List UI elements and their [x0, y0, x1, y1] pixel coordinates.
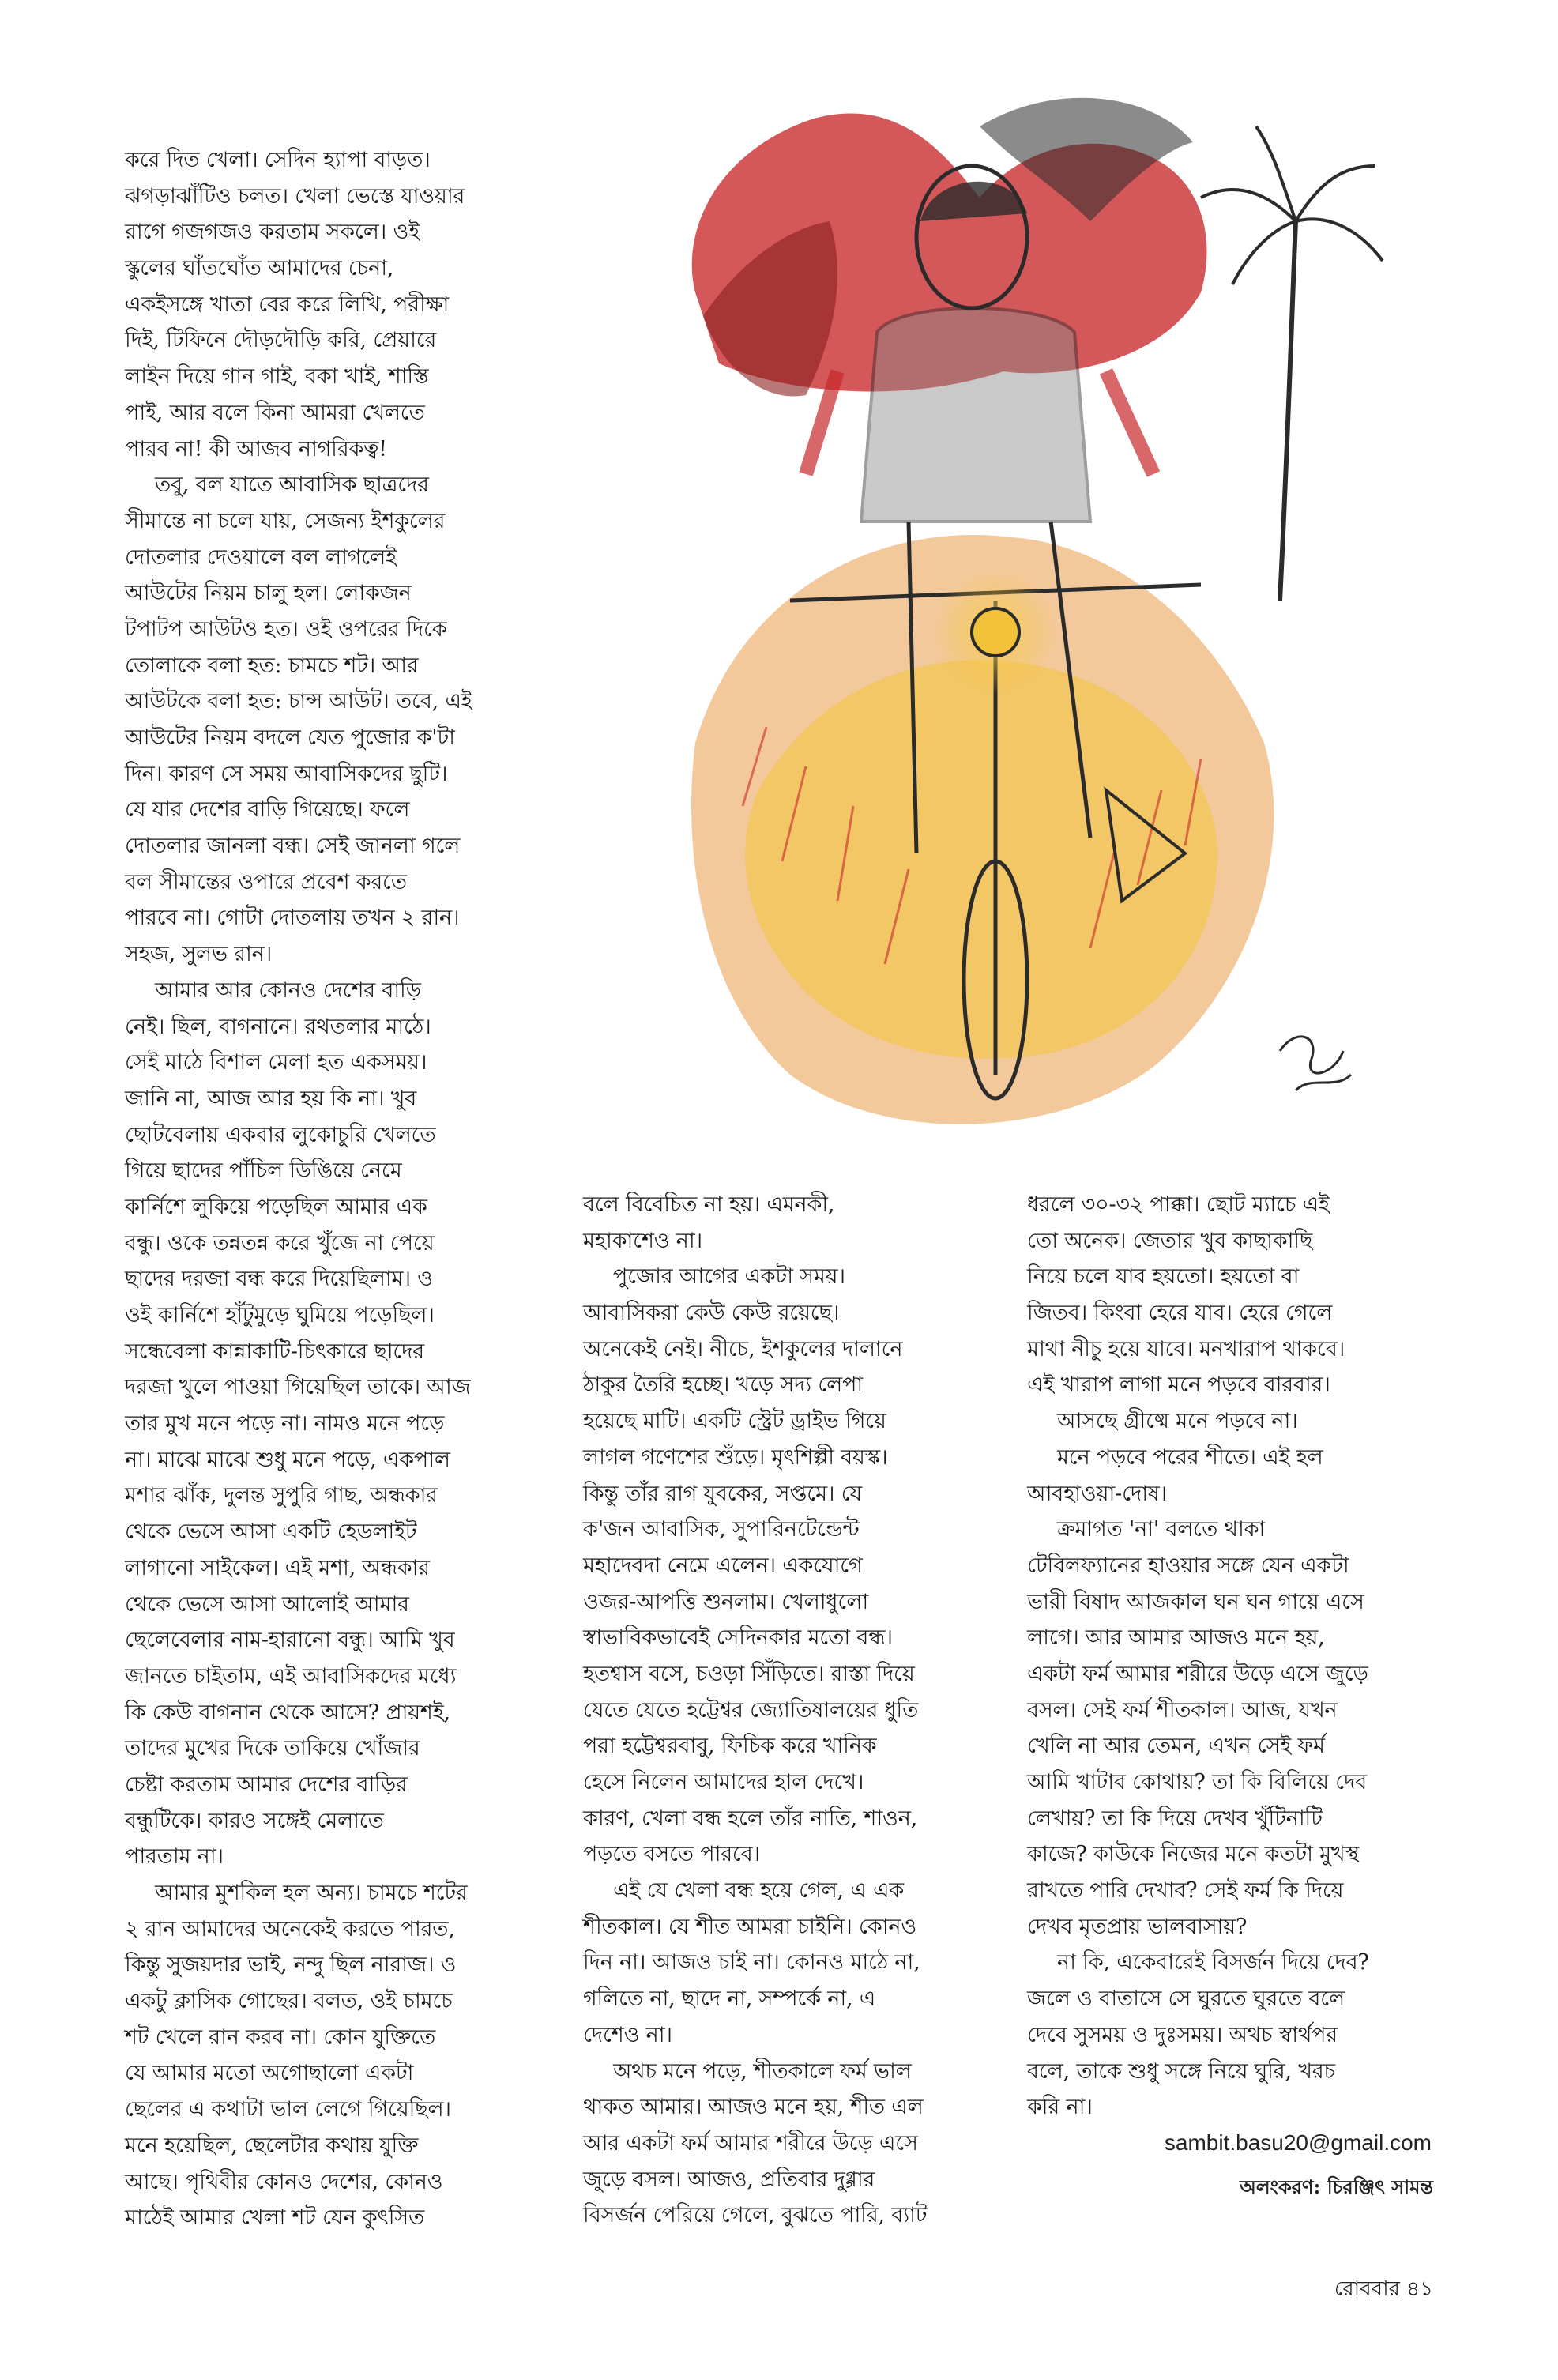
text-line: যেতে যেতে হট্টেশ্বর জ্যোতিষালয়ের ধুতি [583, 1697, 919, 1723]
text-line: ভারী বিষাদ আজকাল ঘন ঘন গায়ে এসে [1027, 1589, 1364, 1614]
text-line: ২ রান আমাদের অনেকেই করতে পারত, [125, 1916, 455, 1941]
text-line: খেলি না আর তেমন, এখন সেই ফর্ম [1027, 1734, 1325, 1759]
text-line: টপাটপ আউটও হত। ওই ওপরের দিকে [125, 616, 447, 642]
text-line: আবহাওয়া-দোষ। [1027, 1481, 1167, 1506]
artist-signature [1280, 1037, 1351, 1090]
text-line: একটা ফর্ম আমার শরীরে উড়ে এসে জুড়ে [1027, 1661, 1368, 1686]
text-line: কি কেউ বাগনান থেকে আসে? প্রায়শই, [125, 1700, 450, 1725]
text-line: সেই মাঠে বিশাল মেলা হত একসময়। [125, 1050, 427, 1075]
text-line: না। মাঝে মাঝে শুধু মনে পড়ে, একপাল [125, 1447, 450, 1472]
text-line: দেখব মৃতপ্রায় ভালবাসায়? [1027, 1914, 1248, 1939]
text-line: ছেলের এ কথাটা ভাল লেগে গিয়েছিল। [125, 2097, 451, 2122]
text-line: গিয়ে ছাদের পাঁচিল ডিঙিয়ে নেমে [125, 1158, 402, 1184]
text-line: আউটের নিয়ম চালু হল। লোকজন [125, 581, 412, 606]
palm-tree [1201, 126, 1383, 601]
text-line: আমার আর কোনও দেশের বাড়ি [155, 977, 421, 1003]
text-line: তো অনেক। জেতার খুব কাছাকাছি [1027, 1228, 1313, 1253]
grass-yellow [745, 660, 1217, 1059]
text-line: করি না। [1027, 2095, 1093, 2120]
text-line: কিন্তু তাঁর রাগ যুবকের, সপ্তমে। যে [583, 1481, 863, 1506]
text-line: দোতলার জানলা বন্ধ। সেই জানলা গলে [125, 834, 461, 859]
text-line: জুড়ে বসল। আজও, প্রতিবার দুগ্গার [583, 2167, 875, 2192]
text-line: থেকে ভেসে আসা একটি হেডলাইট [125, 1520, 417, 1545]
text-line: ছাদের দরজা বন্ধ করে দিয়েছিলাম। ও [125, 1267, 433, 1292]
article-column-3 [1027, 1187, 1485, 2126]
text-line: দরজা খুলে পাওয়া গিয়েছিল তাকে। আজ [125, 1375, 471, 1400]
text-line: পারতাম না। [125, 1844, 224, 1870]
text-line: মনে হয়েছিল, ছেলেটার কথায় যুক্তি [125, 2133, 419, 2158]
text-line: জানতে চাইতাম, এই আবাসিকদের মধ্যে [125, 1663, 457, 1689]
text-line: জানি না, আজ আর হয় কি না। খুব [125, 1086, 417, 1111]
text-line: লাগল গণেশের শুঁড়ে। মৃৎশিল্পী বয়স্ক। [583, 1444, 888, 1470]
text-line: হয়েছে মাটি। একটি স্ট্রেট ড্রাইভ গিয়ে [583, 1409, 886, 1434]
text-line: ওই কার্নিশে হাঁটুমুড়ে ঘুমিয়ে পড়েছিল। [125, 1303, 435, 1327]
text-line: পরা হট্টেশ্বরবাবু, ফিচিক করে খানিক [583, 1734, 877, 1759]
text-line: লাগে। আর আমার আজও মনে হয়, [1027, 1625, 1325, 1651]
text-line: ওজর-আপত্তি শুনলাম। খেলাধুলো [583, 1589, 868, 1614]
text-line: নিয়ে চলে যাব হয়তো। হয়তো বা [1027, 1264, 1300, 1290]
text-line: বন্ধু। ওকে তন্নতন্ন করে খুঁজে না পেয়ে [125, 1230, 435, 1256]
text-line: একটু ক্লাসিক গোছের। বলত, ওই চামচে [125, 1989, 453, 2014]
text-line: বলে, তাকে শুধু সঙ্গে নিয়ে ঘুরি, খরচ [1027, 2058, 1335, 2084]
illustration-credit: অলংকরণ: চিরঞ্জিৎ সামন্ত [1240, 2175, 1433, 2198]
text-line: করে দিত খেলা। সেদিন হ্যাপা বাড়ত। [125, 148, 431, 172]
text-line: আর একটা ফর্ম আমার শরীরে উড়ে এসে [583, 2130, 918, 2156]
text-line: ঠাকুর তৈরি হচ্ছে। খড়ে সদ্য লেপা [583, 1373, 864, 1398]
text-line: নেই। ছিল, বাগনানে। রথতলার মাঠে। [125, 1014, 431, 1039]
text-line: তার মুখ মনে পড়ে না। নামও মনে পড়ে [125, 1411, 445, 1437]
author-email: sambit.basu20@gmail.com [1164, 2130, 1432, 2155]
text-line: থেকে ভেসে আসা আলোই আমার [125, 1591, 409, 1617]
text-line: অথচ মনে পড়ে, শীতকালে ফর্ম ভাল [613, 2058, 912, 2084]
text-line: বন্ধুটিকে। কারও সঙ্গেই মেলাতে [125, 1808, 384, 1833]
text-line: মাথা নীচু হয়ে যাবে। মনখারাপ থাকবে। [1027, 1336, 1345, 1361]
text-line: ক্রমাগত 'না' বলতে থাকা [1057, 1517, 1266, 1542]
text-line: পড়তে বসতে পারবে। [583, 1842, 760, 1867]
text-line: হেসে নিলেন আমাদের হাল দেখে। [583, 1770, 864, 1794]
text-line: আউটকে বলা হত: চান্স আউট। তবে, এই [125, 689, 472, 714]
text-line: কিন্তু সুজয়দার ভাই, নন্দু ছিল নারাজ। ও [125, 1953, 457, 1978]
text-line: কাজে? কাউকে নিজের মনে কতটা মুখস্থ [1027, 1842, 1360, 1867]
text-line: পারবে না। গোটা দোতলায় তখন ২ রান। [125, 906, 460, 931]
text-line: তোলাকে বলা হত: চামচে শট। আর [125, 653, 419, 678]
text-line: এই খারাপ লাগা মনে পড়বে বারবার। [1027, 1373, 1330, 1398]
text-line: আউটের নিয়ম বদলে যেত পুজোর ক'টা [125, 725, 455, 750]
text-line: আমি খাটাব কোথায়? তা কি বিলিয়ে দেব [1027, 1770, 1368, 1794]
text-line: মনে পড়বে পরের শীতে। এই হল [1057, 1444, 1323, 1470]
text-line: স্কুলের ঘাঁতঘোঁত আমাদের চেনা, [125, 256, 394, 281]
text-line: কার্নিশে লুকিয়ে পড়েছিল আমার এক [125, 1194, 427, 1219]
text-line: বসল। সেই ফর্ম শীতকাল। আজ, যখন [1027, 1697, 1338, 1723]
text-line: ঝগড়াঝাঁটিও চলত। খেলা ভেস্তে যাওয়ার [125, 183, 465, 209]
text-line: ছোটবেলায় একবার লুকোচুরি খেলতে [125, 1122, 436, 1147]
text-line: মহাকাশেও না। [583, 1228, 703, 1253]
text-line: একইসঙ্গে খাতা বের করে লিখি, পরীক্ষা [125, 292, 450, 317]
text-line: সন্ধেবেলা কান্নাকাটি-চিৎকারে ছাদের [125, 1339, 424, 1364]
article-column-1 [125, 142, 638, 2236]
text-line: দোতলার দেওয়ালে বল লাগলেই [125, 544, 397, 570]
text-line: লাগানো সাইকেল। এই মশা, অন্ধকার [125, 1555, 430, 1580]
text-line: হতশ্বাস বসে, চওড়া সিঁড়িতে। রাস্তা দিয়ে [583, 1661, 915, 1686]
text-line: বিসর্জন পেরিয়ে গেলে, বুঝতে পারি, ব্যাট [583, 2203, 928, 2228]
headlight [972, 608, 1019, 656]
text-line: সহজ, সুলভ রান। [125, 942, 273, 967]
bicycle-boy-illustration [648, 32, 1454, 1185]
text-line: ধরলে ৩০-৩২ পাক্কা। ছোট ম্যাচে এই [1027, 1192, 1330, 1217]
text-line: শট খেলে রান করব না। কোন যুক্তিতে [125, 2024, 436, 2050]
text-line: পুজোর আগের একটা সময়। [613, 1264, 845, 1290]
text-line: মাঠেই আমার খেলা শট যেন কুৎসিত [125, 2205, 425, 2231]
text-line: পারব না! কী আজব নাগরিকত্ব! [125, 436, 387, 461]
text-line: শীতকাল। যে শীত আমরা চাইনি। কোনও [583, 1914, 916, 1939]
text-line: না কি, একেবারেই বিসর্জন দিয়ে দেব? [1057, 1950, 1369, 1975]
text-line: মহাদেবদা নেমে এলেন। একযোগে [583, 1553, 863, 1578]
text-line: সীমান্তে না চলে যায়, সেজন্য ইশকুলের [125, 508, 446, 533]
text-line: দিন না। আজও চাই না। কোনও মাঠে না, [583, 1950, 920, 1975]
text-line: মশার ঝাঁক, দুলন্ত সুপুরি গাছ, অন্ধকার [125, 1483, 438, 1508]
text-line: আমার মুশকিল হল অন্য। চামচে শটের [155, 1881, 468, 1905]
text-line: দিই, টিফিনে দৌড়দৌড়ি করি, প্রেয়ারে [125, 328, 437, 353]
text-line: দিন। কারণ সে সময় আবাসিকদের ছুটি। [125, 761, 448, 786]
text-line: বলে বিবেচিত না হয়। এমনকী, [583, 1192, 835, 1217]
text-line: লেখায়? তা কি দিয়ে দেখব খুঁটিনাটি [1027, 1806, 1323, 1831]
text-line: চেষ্টা করতাম আমার দেশের বাড়ির [125, 1772, 408, 1797]
text-line: আবাসিকরা কেউ কেউ রয়েছে। [583, 1301, 840, 1326]
text-line: টেবিলফ্যানের হাওয়ার সঙ্গে যেন একটা [1027, 1553, 1349, 1578]
text-line: এই যে খেলা বন্ধ হয়ে গেল, এ এক [613, 1878, 905, 1904]
text-line: যে আমার মতো অগোছালো একটা [125, 2061, 414, 2086]
article-column-2 [583, 1187, 1025, 2234]
text-line: গলিতে না, ছাদে না, সম্পর্কে না, এ [583, 1986, 876, 2012]
text-line: রাখতে পারি দেখাব? সেই ফর্ম কি দিয়ে [1027, 1878, 1344, 1904]
text-line: ক'জন আবাসিক, সুপারিনটেন্ডেন্ট [583, 1517, 860, 1542]
text-line: জলে ও বাতাসে সে ঘুরতে ঘুরতে বলে [1027, 1986, 1345, 2012]
text-line: কারণ, খেলা বন্ধ হলে তাঁর নাতি, শাওন, [583, 1806, 917, 1831]
text-line: তবু, বল যাতে আবাসিক ছাত্রদের [155, 473, 429, 498]
text-line: দেশেও না। [583, 2022, 672, 2047]
text-line: অনেকেই নেই। নীচে, ইশকুলের দালানে [583, 1336, 903, 1361]
text-line: আছে। পৃথিবীর কোনও দেশের, কোনও [125, 2169, 443, 2194]
text-line: দেবে সুসময় ও দুঃসময়। অথচ স্বার্থপর [1027, 2022, 1338, 2047]
text-line: বল সীমান্তের ওপারে প্রবেশ করতে [125, 869, 407, 894]
text-line: রাগে গজগজও করতাম সকলে। ওই [125, 220, 420, 245]
illustration [648, 32, 1454, 1185]
text-line: যে যার দেশের বাড়ি গিয়েছে। ফলে [125, 797, 410, 823]
text-line: আসছে গ্রীষ্মে মনে পড়বে না। [1057, 1409, 1298, 1434]
text-line: লাইন দিয়ে গান গাই, বকা খাই, শাস্তি [125, 364, 429, 390]
text-line: জিতব। কিংবা হেরে যাব। হেরে গেলে [1027, 1301, 1333, 1326]
text-line: পাই, আর বলে কিনা আমরা খেলতে [125, 400, 425, 425]
text-line: স্বাভাবিকভাবেই সেদিনকার মতো বন্ধ। [583, 1625, 893, 1651]
text-line: তাদের মুখের দিকে তাকিয়ে খোঁজার [125, 1736, 420, 1761]
text-line: ছেলেবেলার নাম-হারানো বন্ধু। আমি খুব [125, 1628, 455, 1653]
text-line: থাকত আমার। আজও মনে হয়, শীত এল [583, 2095, 924, 2120]
page-footer: রোববার ৪১ [1334, 2277, 1433, 2301]
